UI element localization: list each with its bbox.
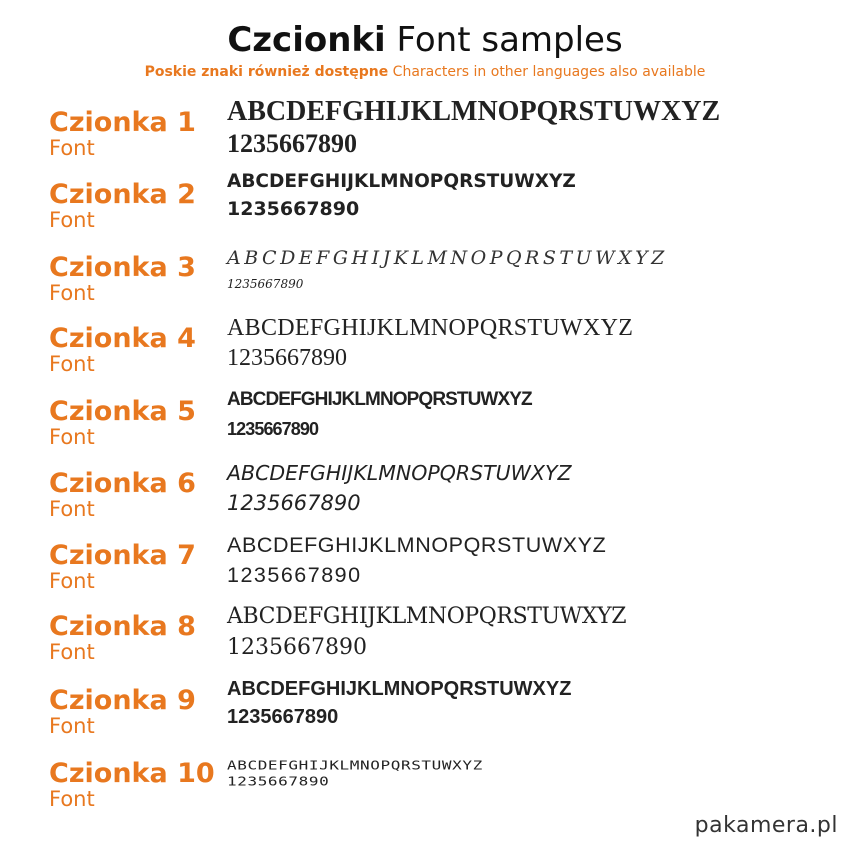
font-label-en: Font bbox=[49, 714, 95, 738]
sample-letters: ABCDEFGHIJKLMNOPQRSTUWXYZ bbox=[227, 171, 576, 192]
font-label-pl: Czionka 4 bbox=[49, 323, 196, 354]
font-row-10 bbox=[0, 748, 850, 818]
font-label-en: Font bbox=[49, 208, 95, 232]
font-label bbox=[49, 254, 196, 304]
font-label-pl: Czionka 2 bbox=[49, 179, 196, 210]
sample-digits: 1235667890 bbox=[227, 774, 330, 789]
font-sample bbox=[227, 313, 633, 373]
subtitle-en: Characters in other languages also available bbox=[392, 64, 706, 80]
font-row-9 bbox=[0, 675, 850, 745]
font-label-pl: Czionka 10 bbox=[49, 758, 215, 789]
font-row-4 bbox=[0, 313, 850, 383]
font-label bbox=[49, 181, 196, 231]
subtitle-pl: Poskie znaki również dostępne bbox=[144, 64, 389, 80]
font-sample bbox=[227, 242, 668, 294]
sample-letters: ABCDEFGHIJKLMNOPQRSTUWXYZ bbox=[227, 389, 532, 410]
sample-letters: ABCDEFGHIJKLMNOPQRSTUWXYZ bbox=[227, 461, 572, 485]
sample-letters: ABCDEFGHIJKLMNOPQRSTUWXYZ bbox=[227, 604, 627, 629]
font-label-en: Font bbox=[49, 569, 95, 593]
font-label bbox=[49, 760, 215, 810]
watermark: pakamera.pl bbox=[694, 813, 838, 838]
font-label bbox=[49, 687, 196, 737]
sample-digits: 1235667890 bbox=[227, 491, 361, 515]
font-label-pl: Czionka 6 bbox=[49, 468, 196, 499]
font-label-en: Font bbox=[49, 281, 95, 305]
font-label-pl: Czionka 8 bbox=[49, 611, 196, 642]
font-label bbox=[49, 542, 196, 592]
font-sample bbox=[227, 675, 571, 731]
title-bold: Czcionki bbox=[227, 20, 386, 60]
font-label bbox=[49, 325, 196, 375]
font-sample bbox=[227, 169, 576, 223]
page-header bbox=[0, 20, 850, 82]
sample-digits: 1235667890 bbox=[227, 129, 357, 158]
font-label-en: Font bbox=[49, 640, 95, 664]
font-label-en: Font bbox=[49, 787, 95, 811]
sample-letters: ABCDEFGHIJKLMNOPQRSTUWXYZ bbox=[227, 247, 668, 269]
sample-letters: ABCDEFGHIJKLMNOPQRSTUWXYZ bbox=[227, 758, 483, 773]
font-label-pl: Czionka 9 bbox=[49, 685, 196, 716]
sample-letters: ABCDEFGHIJKLMNOPQRSTUWXYZ bbox=[227, 678, 572, 700]
font-label-pl: Czionka 7 bbox=[49, 540, 196, 571]
font-row-7 bbox=[0, 530, 850, 600]
font-label bbox=[49, 398, 196, 448]
font-label bbox=[49, 109, 196, 159]
page-title bbox=[0, 20, 850, 60]
sample-letters: ABCDEFGHIJKLMNOPQRSTUWXYZ bbox=[227, 533, 607, 557]
font-row-2 bbox=[0, 169, 850, 239]
font-label-en: Font bbox=[49, 352, 95, 376]
font-sample bbox=[227, 530, 606, 590]
font-row-6 bbox=[0, 458, 850, 528]
font-label-pl: Czionka 3 bbox=[49, 252, 196, 283]
sample-digits: 1235667890 bbox=[227, 635, 367, 660]
sample-digits: 1235667890 bbox=[227, 277, 304, 291]
font-label bbox=[49, 613, 196, 663]
font-row-3 bbox=[0, 242, 850, 312]
font-label-pl: Czionka 1 bbox=[49, 107, 196, 138]
sample-letters: ABCDEFGHIJKLMNOPQRSTUWXYZ bbox=[227, 315, 634, 341]
page-subtitle bbox=[0, 62, 850, 82]
font-sample bbox=[227, 758, 483, 794]
font-sample bbox=[227, 95, 720, 159]
sample-digits: 1235667890 bbox=[227, 563, 362, 587]
font-label-pl: Czionka 5 bbox=[49, 396, 196, 427]
font-label bbox=[49, 470, 196, 520]
sample-digits: 1235667890 bbox=[227, 419, 319, 439]
title-light: Font samples bbox=[396, 20, 623, 60]
font-row-5 bbox=[0, 386, 850, 456]
font-row-8 bbox=[0, 601, 850, 671]
sample-digits: 1235667890 bbox=[227, 198, 360, 220]
font-sample bbox=[227, 601, 626, 663]
font-label-en: Font bbox=[49, 425, 95, 449]
sample-letters: ABCDEFGHIJKLMNOPQRSTUWXYZ bbox=[227, 96, 721, 127]
sample-digits: 1235667890 bbox=[227, 345, 347, 371]
font-label-en: Font bbox=[49, 136, 95, 160]
font-sample bbox=[227, 386, 532, 444]
font-row-1 bbox=[0, 95, 850, 165]
font-sample bbox=[227, 458, 572, 518]
font-label-en: Font bbox=[49, 497, 95, 521]
sample-digits: 1235667890 bbox=[227, 706, 339, 728]
